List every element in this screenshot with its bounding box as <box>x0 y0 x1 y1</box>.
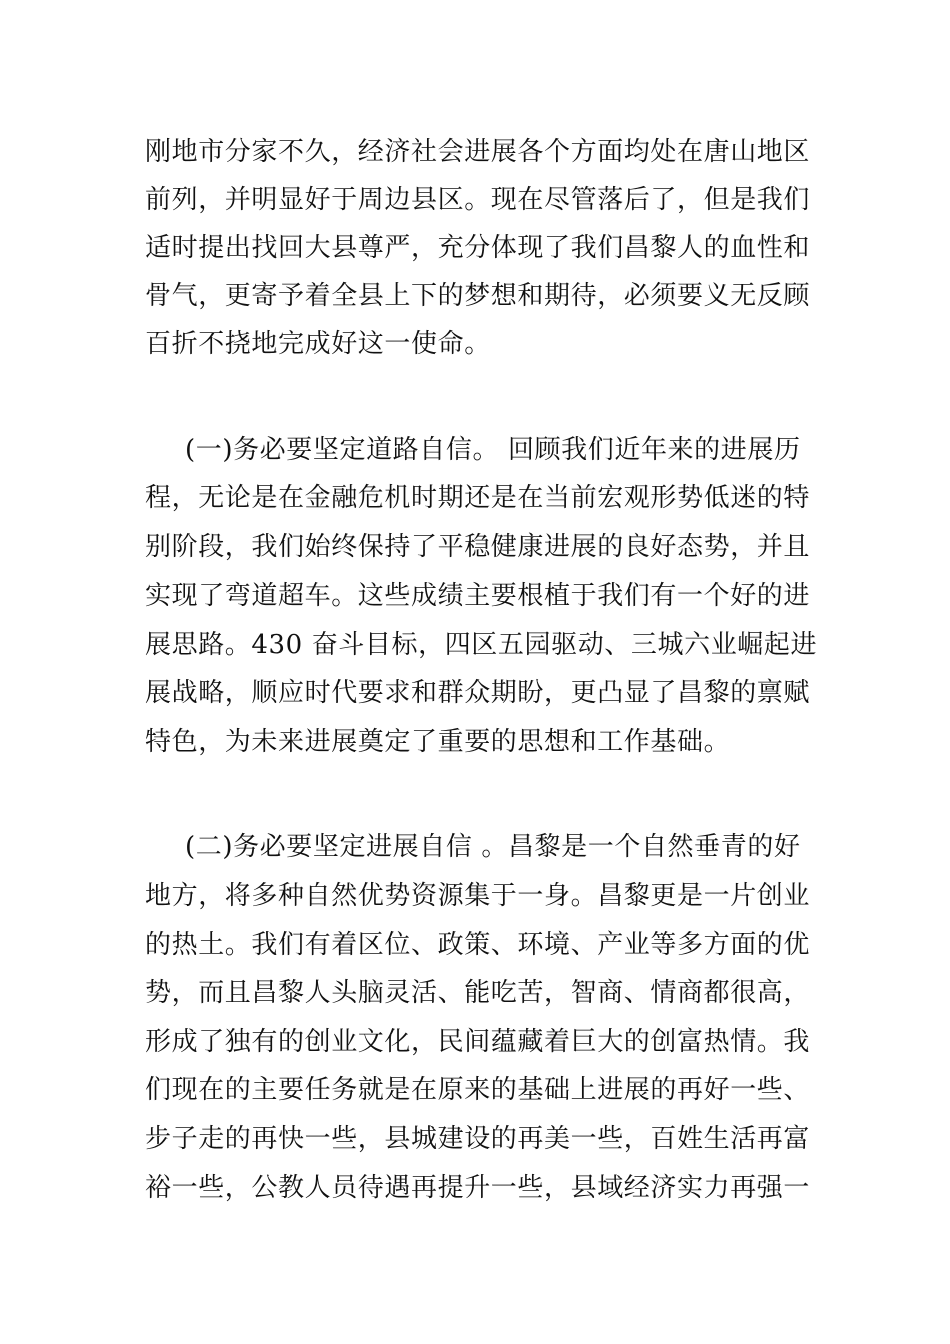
paragraph-2-line-2: 程，无论是在金融危机时期还是在当前宏观形势低迷的特 <box>145 483 811 513</box>
paragraph-3-line-2: 地方，将多种自然优势资源集于一身。昌黎更是一片创业 <box>145 881 811 911</box>
paragraph-3-line-5: 形成了独有的创业文化，民间蕴藏着巨大的创富热情。我 <box>145 1027 811 1057</box>
paragraph-2-line-4: 实现了弯道超车。这些成绩主要根植于我们有一个好的进 <box>145 581 811 611</box>
paragraph-1-line-3: 适时提出找回大县尊严，充分体现了我们昌黎人的血性和 <box>145 233 811 263</box>
paragraph-3-line-7: 步子走的再快一些，县城建设的再美一些，百姓生活再富 <box>145 1124 811 1154</box>
paragraph-3-line-1: (二)务必要坚定进展自信 。昌黎是一个自然垂青的好 <box>185 832 801 862</box>
paragraph-1-line-2: 前列，并明显好于周边县区。现在尽管落后了，但是我们 <box>145 185 811 215</box>
paragraph-2-line-1: (一)务必要坚定道路自信。 回顾我们近年来的进展历 <box>185 435 801 465</box>
paragraph-1-line-4: 骨气，更寄予着全县上下的梦想和期待，必须要义无反顾 <box>145 281 811 311</box>
paragraph-3-line-4: 势，而且昌黎人头脑灵活、能吃苦，智商、情商都很高， <box>145 978 811 1008</box>
paragraph-2-line-5: 展思路。430 奋斗目标，四区五园驱动、三城六业崛起进 <box>145 630 818 660</box>
paragraph-1-line-1: 刚地市分家不久，经济社会进展各个方面均处在唐山地区 <box>145 137 811 167</box>
paragraph-3-line-3: 的热土。我们有着区位、政策、环境、产业等多方面的优 <box>145 930 811 960</box>
paragraph-2-line-6: 展战略，顺应时代要求和群众期盼，更凸显了昌黎的禀赋 <box>145 678 811 708</box>
paragraph-3-line-8: 裕一些，公教人员待遇再提升一些，县域经济实力再强一 <box>145 1173 811 1203</box>
paragraph-2-line-3: 别阶段，我们始终保持了平稳健康进展的良好态势，并且 <box>145 532 811 562</box>
paragraph-2-line-7: 特色，为未来进展奠定了重要的思想和工作基础。 <box>145 727 731 757</box>
paragraph-1-line-5: 百折不挠地完成好这一使命。 <box>145 329 491 359</box>
paragraph-3-line-6: 们现在的主要任务就是在原来的基础上进展的再好一些、 <box>145 1075 811 1105</box>
